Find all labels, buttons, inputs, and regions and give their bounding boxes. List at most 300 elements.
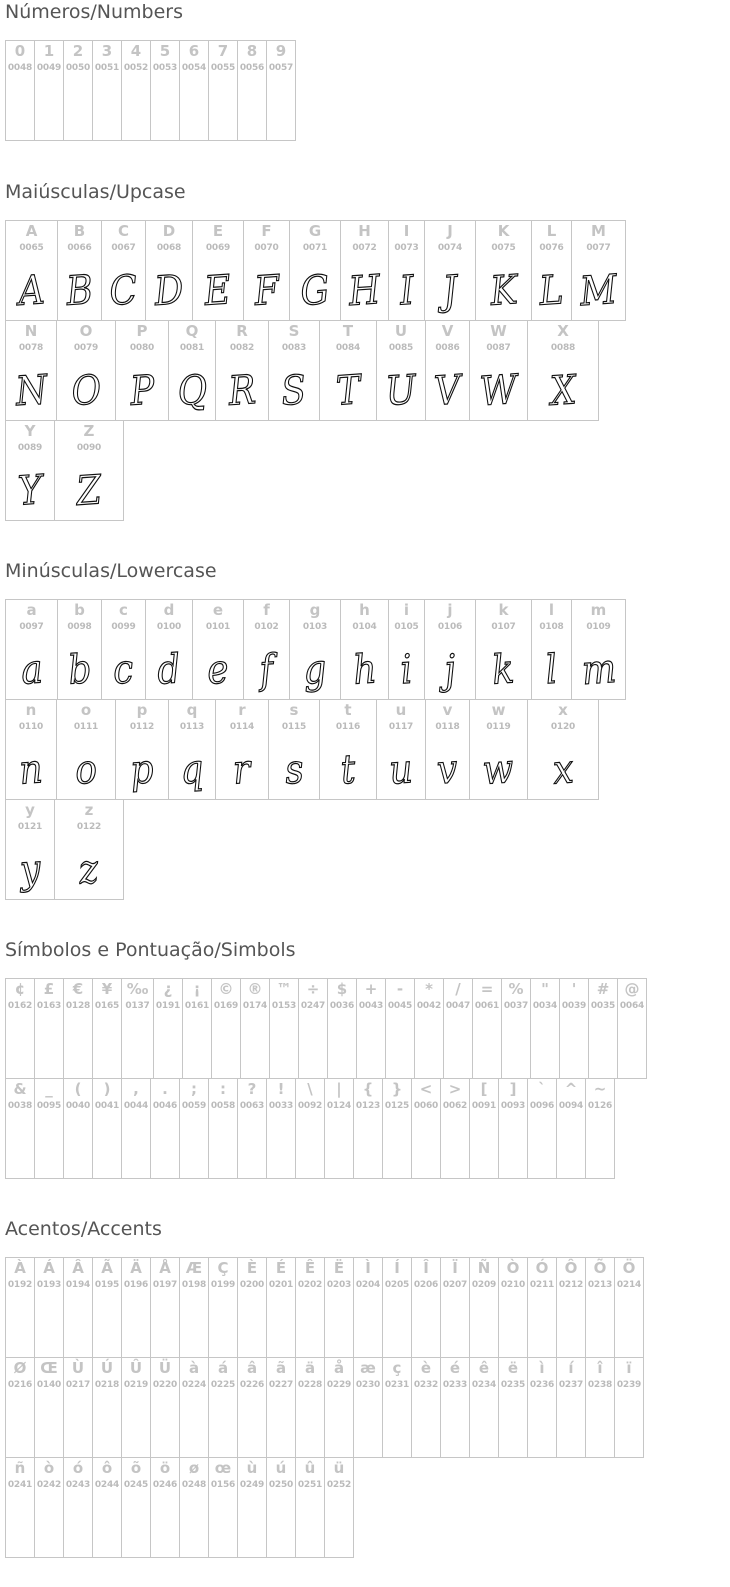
glyph-code-label: 0204 xyxy=(355,1280,381,1290)
glyph-code-label: 0238 xyxy=(587,1380,613,1390)
glyph-character-label: E xyxy=(212,222,224,240)
glyph-preview-character: h xyxy=(351,645,378,694)
glyph-code-label: 0035 xyxy=(590,1001,616,1011)
glyph-code-label: 0125 xyxy=(384,1101,410,1111)
glyph-cell xyxy=(5,220,58,321)
glyph-code-label: 0212 xyxy=(558,1280,584,1290)
glyph-cell xyxy=(121,40,151,141)
glyph-preview-character: P xyxy=(128,366,156,415)
glyph-preview-character: d xyxy=(155,645,183,694)
glyph-code-label: 0110 xyxy=(18,722,44,732)
glyph-cell xyxy=(237,1257,267,1358)
glyph-character-label: Ë xyxy=(333,1259,345,1277)
glyph-cell xyxy=(571,599,626,700)
glyph-code-label: 0232 xyxy=(413,1380,439,1390)
glyph-preview-character: F xyxy=(252,266,281,315)
glyph-code-label: 0234 xyxy=(471,1380,497,1390)
glyph-cell xyxy=(92,1457,122,1558)
glyph-character-label: ú xyxy=(275,1459,287,1477)
glyph-code-label: 0230 xyxy=(355,1380,381,1390)
glyph-code-label: 0214 xyxy=(616,1280,642,1290)
glyph-character-label: Ç xyxy=(217,1259,229,1277)
glyph-cell xyxy=(243,599,290,700)
glyph-character-label: ! xyxy=(277,1080,285,1098)
glyph-character-label: ÷ xyxy=(306,980,320,998)
glyph-code-label: 0229 xyxy=(326,1380,352,1390)
glyph-code-label: 0231 xyxy=(384,1380,410,1390)
glyph-code-label: 0113 xyxy=(179,722,205,732)
glyph-character-label: x xyxy=(558,701,568,719)
glyph-character-label: [ xyxy=(480,1080,488,1098)
glyph-cell xyxy=(440,1257,470,1358)
glyph-code-label: 0116 xyxy=(335,722,361,732)
glyph-cell xyxy=(92,1357,122,1458)
glyph-cell xyxy=(92,1257,122,1358)
glyph-cell xyxy=(215,320,269,421)
glyph-character-label: 8 xyxy=(246,42,258,60)
glyph-character-label: å xyxy=(333,1359,345,1377)
glyph-code-label: 0039 xyxy=(561,1001,587,1011)
glyph-preview-character: Z xyxy=(74,466,104,515)
glyph-preview xyxy=(58,642,101,697)
glyph-character-label: & xyxy=(13,1080,27,1098)
glyph-cell xyxy=(63,1357,93,1458)
glyph-preview-character: G xyxy=(299,266,331,315)
glyph-code-label: 0209 xyxy=(471,1280,497,1290)
glyph-cell xyxy=(211,978,241,1079)
glyph-cell xyxy=(182,978,212,1079)
glyph-character-label: à xyxy=(188,1359,200,1377)
glyph-cell xyxy=(57,220,102,321)
glyph-code-label: 0252 xyxy=(326,1480,352,1490)
glyph-cell xyxy=(5,599,58,700)
glyph-code-label: 0106 xyxy=(437,622,463,632)
glyph-code-label: 0211 xyxy=(529,1280,555,1290)
glyph-cell xyxy=(527,699,599,800)
glyph-character-label: Ù xyxy=(71,1359,85,1377)
glyph-code-label: 0100 xyxy=(156,622,182,632)
glyph-code-label: 0228 xyxy=(297,1380,323,1390)
glyph-code-label: 0095 xyxy=(36,1101,62,1111)
glyph-preview xyxy=(320,363,376,418)
glyph-cell xyxy=(556,1357,586,1458)
glyph-code-label: 0205 xyxy=(384,1280,410,1290)
glyph-character-label: - xyxy=(396,980,404,998)
glyph-character-label: ó xyxy=(72,1459,84,1477)
glyph-character-label: Ä xyxy=(130,1259,142,1277)
glyph-character-label: S xyxy=(288,322,300,340)
glyph-cell xyxy=(559,978,589,1079)
glyph-character-label: è xyxy=(420,1359,432,1377)
glyph-character-label: g xyxy=(309,601,321,619)
glyph-code-label: 0194 xyxy=(65,1280,91,1290)
glyph-cell xyxy=(237,1078,267,1179)
glyph-cell xyxy=(121,1457,151,1558)
glyph-cell xyxy=(268,699,320,800)
glyph-code-label: 0250 xyxy=(268,1480,294,1490)
section-lowercase xyxy=(5,559,618,894)
glyph-code-label: 0246 xyxy=(152,1480,178,1490)
glyph-character-label: € xyxy=(72,980,84,998)
glyph-preview xyxy=(425,642,475,697)
glyph-code-label: 0108 xyxy=(539,622,564,632)
glyph-cell xyxy=(411,1357,441,1458)
glyph-code-label: 0199 xyxy=(210,1280,236,1290)
glyph-character-label: ^ xyxy=(564,1080,578,1098)
section-title: Símbolos e Pontuação/Simbols xyxy=(5,939,296,961)
glyph-code-label: 0086 xyxy=(435,343,460,353)
glyph-character-label: \ xyxy=(307,1080,313,1098)
glyph-character-label: W xyxy=(490,322,507,340)
glyph-preview-character: a xyxy=(19,645,44,694)
glyph-code-label: 0074 xyxy=(437,243,463,253)
glyph-character-label: " xyxy=(541,980,549,998)
glyph-cell xyxy=(298,978,328,1079)
glyph-preview-character: Q xyxy=(175,366,209,415)
glyph-code-label: 0078 xyxy=(18,343,44,353)
glyph-cell xyxy=(5,1457,35,1558)
glyph-character-label: O xyxy=(79,322,93,340)
glyph-character-label: @ xyxy=(624,980,640,998)
glyph-character-label: ò xyxy=(43,1459,55,1477)
glyph-preview-character: j xyxy=(442,646,458,693)
glyph-character-label: z xyxy=(84,801,94,819)
glyph-cell xyxy=(179,1257,209,1358)
glyph-cell xyxy=(145,220,193,321)
section-title: Maiúsculas/Upcase xyxy=(5,181,186,203)
glyph-character-label: È xyxy=(246,1259,258,1277)
glyph-character-label: ø xyxy=(188,1459,200,1477)
glyph-preview-character: f xyxy=(258,646,275,693)
section-symbols xyxy=(5,938,645,1111)
glyph-character-label: $ xyxy=(336,980,348,998)
glyph-character-label: k xyxy=(498,601,509,619)
glyph-cell xyxy=(475,220,532,321)
glyph-cell xyxy=(531,599,572,700)
glyph-cell xyxy=(56,320,116,421)
glyph-character-label: U xyxy=(394,322,408,340)
glyph-preview xyxy=(244,642,289,697)
glyph-code-label: 0122 xyxy=(76,822,102,832)
glyph-code-label: 0198 xyxy=(181,1280,207,1290)
glyph-code-label: 0045 xyxy=(387,1001,413,1011)
glyph-code-label: 0192 xyxy=(7,1280,33,1290)
glyph-character-label: á xyxy=(217,1359,229,1377)
glyph-preview-character: u xyxy=(387,745,415,794)
glyph-character-label: ù xyxy=(246,1459,258,1477)
glyph-cell xyxy=(121,1257,151,1358)
glyph-character-label: t xyxy=(344,701,352,719)
glyph-cell xyxy=(150,1457,180,1558)
glyph-code-label: 0093 xyxy=(500,1101,526,1111)
glyph-code-label: 0213 xyxy=(587,1280,613,1290)
glyph-character-label: . xyxy=(162,1080,168,1098)
glyph-character-label: Z xyxy=(83,422,95,440)
glyph-cell xyxy=(5,420,55,521)
glyph-character-label: L xyxy=(546,222,557,240)
glyph-code-label: 0207 xyxy=(442,1280,468,1290)
glyph-character-label: ì xyxy=(539,1359,545,1377)
glyph-preview xyxy=(146,263,192,318)
glyph-code-label: 0103 xyxy=(302,622,328,632)
glyph-cell xyxy=(266,1457,296,1558)
glyph-character-label: Ì xyxy=(365,1259,371,1277)
glyph-preview xyxy=(341,263,388,318)
glyph-preview xyxy=(169,742,215,797)
glyph-code-label: 0163 xyxy=(36,1001,62,1011)
glyph-cell xyxy=(353,1078,383,1179)
glyph-character-label: ¥ xyxy=(101,980,113,998)
glyph-cell xyxy=(168,699,216,800)
glyph-character-label: T xyxy=(342,322,354,340)
glyph-code-label: 0056 xyxy=(239,63,265,73)
glyph-character-label: H xyxy=(358,222,371,240)
glyph-character-label: B xyxy=(73,222,86,240)
glyph-code-label: 0119 xyxy=(486,722,511,732)
glyph-cell xyxy=(498,1357,528,1458)
glyph-preview xyxy=(55,463,123,518)
glyph-code-label: 0104 xyxy=(352,622,377,632)
glyph-code-label: 0063 xyxy=(239,1101,265,1111)
glyph-code-label: 0067 xyxy=(111,243,136,253)
glyph-character-label: * xyxy=(425,980,433,998)
glyph-cell xyxy=(121,978,154,1079)
glyph-preview xyxy=(6,842,54,897)
glyph-code-label: 0083 xyxy=(281,343,307,353)
glyph-preview xyxy=(244,263,289,318)
glyph-character-label: Ó xyxy=(535,1259,549,1277)
glyph-code-label: 0109 xyxy=(586,622,611,632)
glyph-character-label: æ xyxy=(360,1359,376,1377)
glyph-preview-character: V xyxy=(432,366,463,415)
glyph-character-label: ] xyxy=(509,1080,517,1098)
glyph-cell xyxy=(501,978,531,1079)
glyph-preview xyxy=(572,642,625,697)
glyph-character-label: / xyxy=(455,980,461,998)
glyph-character-label: 3 xyxy=(101,42,113,60)
glyph-cell xyxy=(530,978,560,1079)
glyph-code-label: 0161 xyxy=(184,1001,210,1011)
glyph-preview xyxy=(193,263,243,318)
glyph-cell xyxy=(469,1078,499,1179)
glyph-character-label: Â xyxy=(72,1259,84,1277)
glyph-cell xyxy=(34,978,64,1079)
glyph-code-label: 0249 xyxy=(239,1480,265,1490)
glyph-cell xyxy=(63,1257,93,1358)
glyph-cell xyxy=(376,320,426,421)
glyph-character-label: n xyxy=(25,701,37,719)
glyph-preview-character: N xyxy=(13,366,49,415)
glyph-character-label: : xyxy=(220,1080,226,1098)
glyph-preview-character: q xyxy=(178,745,206,794)
glyph-cell xyxy=(179,1078,209,1179)
glyph-code-label: 0251 xyxy=(297,1480,323,1490)
glyph-character-label: Y xyxy=(24,422,36,440)
glyph-cell xyxy=(150,1078,180,1179)
glyph-code-label: 0126 xyxy=(587,1101,613,1111)
glyph-code-label: 0043 xyxy=(358,1001,384,1011)
glyph-code-label: 0200 xyxy=(239,1280,265,1290)
glyph-code-label: 0079 xyxy=(73,343,99,353)
glyph-preview-character: k xyxy=(491,645,516,694)
glyph-cell xyxy=(34,1457,64,1558)
glyph-code-label: 0077 xyxy=(586,243,611,253)
glyph-character-label: c xyxy=(119,601,128,619)
glyph-preview xyxy=(290,642,340,697)
glyph-code-label: 0033 xyxy=(268,1101,294,1111)
glyph-code-label: 0041 xyxy=(94,1101,120,1111)
glyph-preview-character: T xyxy=(334,366,362,415)
glyph-character-label: À xyxy=(14,1259,26,1277)
glyph-cell xyxy=(266,1257,296,1358)
glyph-preview xyxy=(320,742,376,797)
glyph-preview xyxy=(532,642,571,697)
glyph-code-label: 0235 xyxy=(500,1380,526,1390)
glyph-character-label: J xyxy=(447,222,453,240)
glyph-code-label: 0051 xyxy=(94,63,120,73)
glyph-character-label: % xyxy=(508,980,524,998)
glyph-cell xyxy=(324,1457,354,1558)
glyph-character-label: ë xyxy=(507,1359,519,1377)
glyph-character-label: # xyxy=(596,980,610,998)
glyph-code-label: 0044 xyxy=(123,1101,149,1111)
glyph-character-label: Î xyxy=(423,1259,429,1277)
glyph-cell xyxy=(179,1457,209,1558)
glyph-code-label: 0087 xyxy=(486,343,511,353)
glyph-preview-character: s xyxy=(283,745,305,794)
glyph-character-label: ‰ xyxy=(126,980,149,998)
glyph-cell xyxy=(63,1457,93,1558)
glyph-code-label: 0057 xyxy=(268,63,294,73)
glyph-character-label: ã xyxy=(275,1359,287,1377)
glyph-preview xyxy=(290,263,340,318)
glyph-code-label: 0054 xyxy=(181,63,207,73)
glyph-code-label: 0241 xyxy=(7,1480,33,1490)
glyph-preview xyxy=(426,363,469,418)
glyph-code-label: 0092 xyxy=(297,1101,323,1111)
glyph-code-label: 0038 xyxy=(7,1101,33,1111)
glyph-cell xyxy=(5,1357,35,1458)
glyph-code-label: 0102 xyxy=(254,622,279,632)
glyph-cell xyxy=(269,978,299,1079)
glyph-character-label: j xyxy=(447,601,453,619)
glyph-character-label: _ xyxy=(45,1080,53,1098)
glyph-code-label: 0088 xyxy=(550,343,576,353)
glyph-code-label: 0068 xyxy=(156,243,182,253)
glyph-cell xyxy=(556,1257,586,1358)
glyph-character-label: 7 xyxy=(217,42,229,60)
glyph-cell xyxy=(319,320,377,421)
glyph-preview-character: A xyxy=(16,266,47,315)
glyph-preview xyxy=(102,642,145,697)
glyph-cell xyxy=(469,699,528,800)
glyph-code-label: 0242 xyxy=(36,1480,62,1490)
glyph-code-label: 0165 xyxy=(94,1001,120,1011)
glyph-code-label: 0107 xyxy=(491,622,516,632)
glyph-preview xyxy=(57,742,115,797)
glyph-preview xyxy=(116,363,168,418)
glyph-cell xyxy=(54,799,124,900)
glyph-code-label: 0248 xyxy=(181,1480,207,1490)
glyph-preview xyxy=(216,363,268,418)
glyph-character-label: 9 xyxy=(275,42,287,60)
glyph-code-label: 0227 xyxy=(268,1380,294,1390)
section-title: Acentos/Accents xyxy=(5,1218,162,1240)
glyph-code-label: 0140 xyxy=(36,1380,62,1390)
glyph-preview xyxy=(470,363,527,418)
glyph-cell xyxy=(289,220,341,321)
glyph-character-label: < xyxy=(419,1080,433,1098)
glyph-preview xyxy=(116,742,168,797)
glyph-cell xyxy=(424,599,476,700)
glyph-preview-character: o xyxy=(73,745,99,794)
section-title: Minúsculas/Lowercase xyxy=(5,560,217,582)
glyph-character-label: Ï xyxy=(452,1259,458,1277)
glyph-code-label: 0201 xyxy=(268,1280,294,1290)
glyph-cell xyxy=(289,599,341,700)
glyph-code-label: 0094 xyxy=(558,1101,584,1111)
glyph-cell xyxy=(150,1357,180,1458)
glyph-code-label: 0050 xyxy=(65,63,91,73)
glyph-cell xyxy=(153,978,183,1079)
glyph-cell xyxy=(5,40,35,141)
glyph-character-label: C xyxy=(117,222,129,240)
glyph-character-label: õ xyxy=(130,1459,142,1477)
glyph-cell xyxy=(585,1357,615,1458)
glyph-cell xyxy=(63,40,93,141)
glyph-character-label: Å xyxy=(159,1259,171,1277)
glyph-cell xyxy=(614,1357,644,1458)
glyph-character-label: Œ xyxy=(40,1359,58,1377)
glyph-code-label: 0114 xyxy=(229,722,255,732)
glyph-preview-character: b xyxy=(66,645,93,694)
glyph-code-label: 0120 xyxy=(550,722,576,732)
glyph-cell xyxy=(34,40,64,141)
glyph-character-label: + xyxy=(364,980,378,998)
glyph-character-label: ô xyxy=(101,1459,113,1477)
glyph-preview xyxy=(341,642,388,697)
glyph-cell xyxy=(237,1457,267,1558)
glyph-code-label: 0070 xyxy=(254,243,279,253)
glyph-cell xyxy=(527,1257,557,1358)
glyph-cell xyxy=(192,220,244,321)
glyph-character-label: î xyxy=(597,1359,603,1377)
glyph-preview-character: X xyxy=(548,366,578,415)
glyph-code-label: 0037 xyxy=(503,1001,529,1011)
glyph-character-label: s xyxy=(289,701,299,719)
glyph-character-label: m xyxy=(590,601,607,619)
glyph-cell xyxy=(5,1257,35,1358)
glyph-code-label: 0060 xyxy=(413,1101,439,1111)
glyph-cell xyxy=(34,1357,64,1458)
glyph-preview xyxy=(426,742,469,797)
glyph-code-label: 0217 xyxy=(65,1380,91,1390)
glyph-character-label: r xyxy=(238,701,246,719)
glyph-character-label: Õ xyxy=(593,1259,607,1277)
glyph-preview-character: O xyxy=(69,366,103,415)
glyph-preview-character: S xyxy=(280,366,308,415)
glyph-code-label: 0040 xyxy=(65,1101,91,1111)
glyph-code-label: 0084 xyxy=(335,343,361,353)
glyph-character-label: y xyxy=(25,801,35,819)
glyph-cell xyxy=(266,40,296,141)
glyph-preview-character: r xyxy=(231,745,253,794)
glyph-code-label: 0243 xyxy=(65,1480,91,1490)
glyph-preview xyxy=(572,263,625,318)
glyph-preview-character: B xyxy=(64,266,95,315)
glyph-preview-character: p xyxy=(128,745,156,794)
glyph-cell xyxy=(115,320,169,421)
